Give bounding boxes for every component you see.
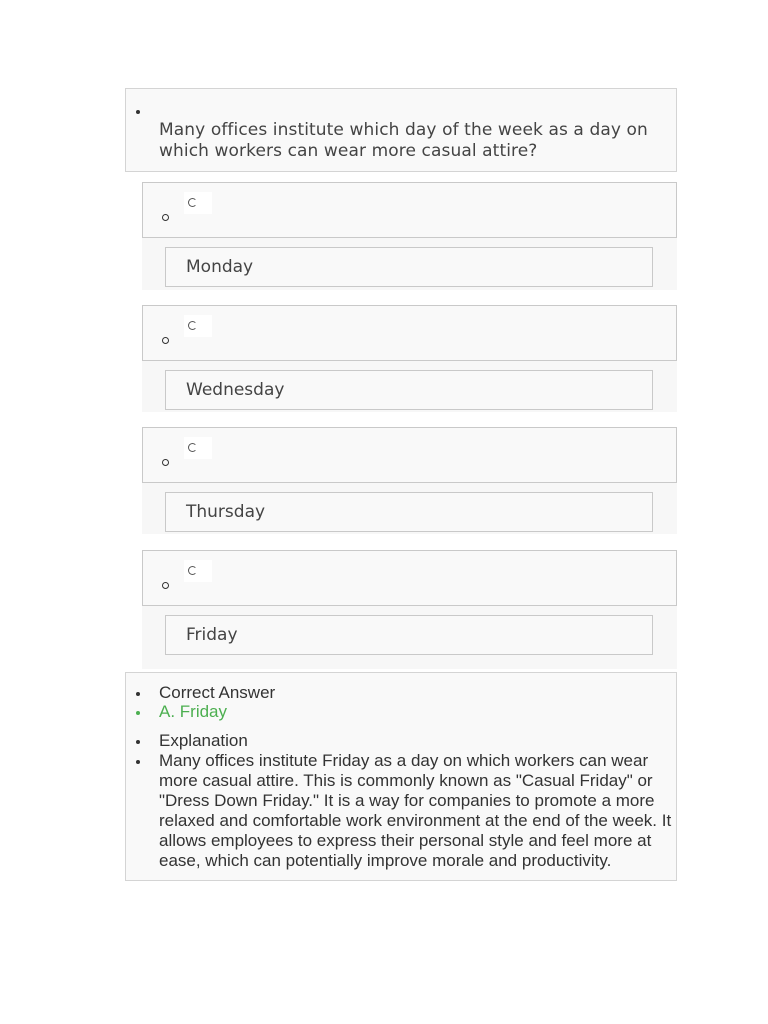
option-radio-row-1[interactable] bbox=[142, 182, 677, 238]
option-label-text: Wednesday bbox=[186, 380, 285, 400]
circle-bullet-icon bbox=[162, 582, 169, 589]
radio-button-4[interactable] bbox=[184, 560, 212, 582]
question-card bbox=[125, 88, 677, 172]
option-radio-row-2[interactable] bbox=[142, 305, 677, 361]
explanation-text: Many offices institute Friday as a day on which workers can wear more casual attire. This is commonly known as "Casual Friday" or "Dress Down Friday." It is a way for companies to promote a more relaxed and comfortable work environment at the end of the week. It allows employees to express their personal style and feel more at ease, which can potentially improve morale and productivity. bbox=[159, 751, 672, 870]
radio-icon bbox=[188, 321, 197, 330]
option-label-3[interactable] bbox=[165, 492, 653, 532]
bullet bbox=[136, 740, 140, 744]
option-label-2[interactable] bbox=[165, 370, 653, 410]
option-radio-row-3[interactable] bbox=[142, 427, 677, 483]
radio-button-3[interactable] bbox=[184, 437, 212, 459]
question-text: Many offices institute which day of the week as a day on which workers can wear more casual attire? bbox=[159, 120, 648, 161]
correct-answer-heading: Correct Answer bbox=[159, 683, 276, 702]
bullet bbox=[136, 711, 140, 715]
question-bullet bbox=[136, 110, 140, 114]
circle-bullet-icon bbox=[162, 337, 169, 344]
circle-bullet-icon bbox=[162, 459, 169, 466]
correct-answer-value: A. Friday bbox=[159, 702, 228, 721]
bullet bbox=[136, 760, 140, 764]
explanation-heading: Explanation bbox=[159, 731, 248, 750]
option-label-4[interactable] bbox=[165, 615, 653, 655]
radio-button-2[interactable] bbox=[184, 315, 212, 337]
radio-icon bbox=[188, 443, 197, 452]
radio-icon bbox=[188, 198, 197, 207]
option-label-text: Friday bbox=[186, 625, 238, 645]
radio-icon bbox=[188, 566, 197, 575]
option-label-1[interactable] bbox=[165, 247, 653, 287]
radio-button-1[interactable] bbox=[184, 192, 212, 214]
option-label-text: Monday bbox=[186, 257, 254, 277]
option-label-text: Thursday bbox=[186, 502, 266, 522]
answer-card bbox=[125, 672, 677, 881]
option-radio-row-4[interactable] bbox=[142, 550, 677, 606]
circle-bullet-icon bbox=[162, 214, 169, 221]
bullet bbox=[136, 692, 140, 696]
